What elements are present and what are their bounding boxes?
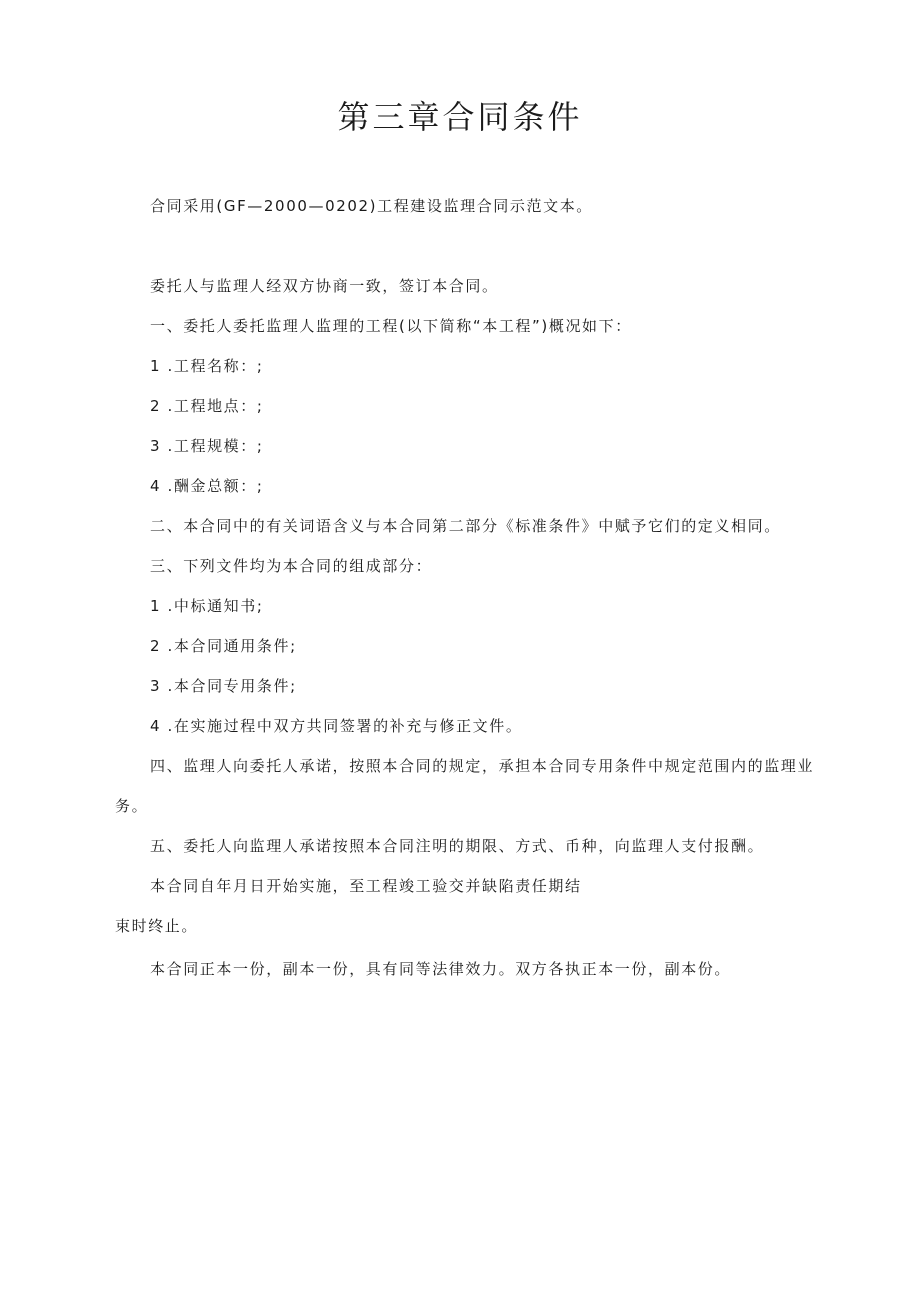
list-item-supplement-documents: 4 .在实施过程中双方共同签署的补充与修正文件。 <box>150 717 523 735</box>
list-item-total-fee: 4 .酬金总额：; <box>150 477 264 495</box>
paragraph-agreement: 委托人与监理人经双方协商一致，签订本合同。 <box>150 277 499 295</box>
list-item-bid-notice: 1 .中标通知书; <box>150 597 264 615</box>
list-item-general-conditions: 2 .本合同通用条件; <box>150 637 297 655</box>
paragraph-section-three: 三、下列文件均为本合同的组成部分： <box>150 557 433 575</box>
paragraph-section-five: 五、委托人向监理人承诺按照本合同注明的期限、方式、币种，向监理人支付报酬。 <box>150 837 765 855</box>
list-item-project-location: 2 .工程地点：; <box>150 397 264 415</box>
paragraph-copies: 本合同正本一份，副本一份，具有同等法律效力。双方各执正本一份，副本份。 <box>150 960 732 978</box>
paragraph-section-four: 四、监理人向委托人承诺，按照本合同的规定，承担本合同专用条件中规定范围内的监理业 <box>150 757 815 775</box>
paragraph-effective-period-continued: 束时终止。 <box>115 917 199 935</box>
paragraph-section-one: 一、委托人委托监理人监理的工程(以下简称“本工程”)概况如下： <box>150 317 632 335</box>
list-item-project-name: 1 .工程名称：; <box>150 357 264 375</box>
paragraph-contract-template: 合同采用(GF—2000—0202)工程建设监理合同示范文本。 <box>150 197 593 215</box>
list-item-special-conditions: 3 .本合同专用条件; <box>150 677 297 695</box>
list-item-project-scale: 3 .工程规模：; <box>150 437 264 455</box>
paragraph-section-two: 二、本合同中的有关词语含义与本合同第二部分《标准条件》中赋予它们的定义相同。 <box>150 517 781 535</box>
paragraph-effective-period: 本合同自年月日开始实施，至工程竣工验交并缺陷责任期结 <box>150 877 582 895</box>
page-title: 第三章合同条件 <box>337 98 583 136</box>
paragraph-section-four-continued: 务。 <box>115 797 149 815</box>
